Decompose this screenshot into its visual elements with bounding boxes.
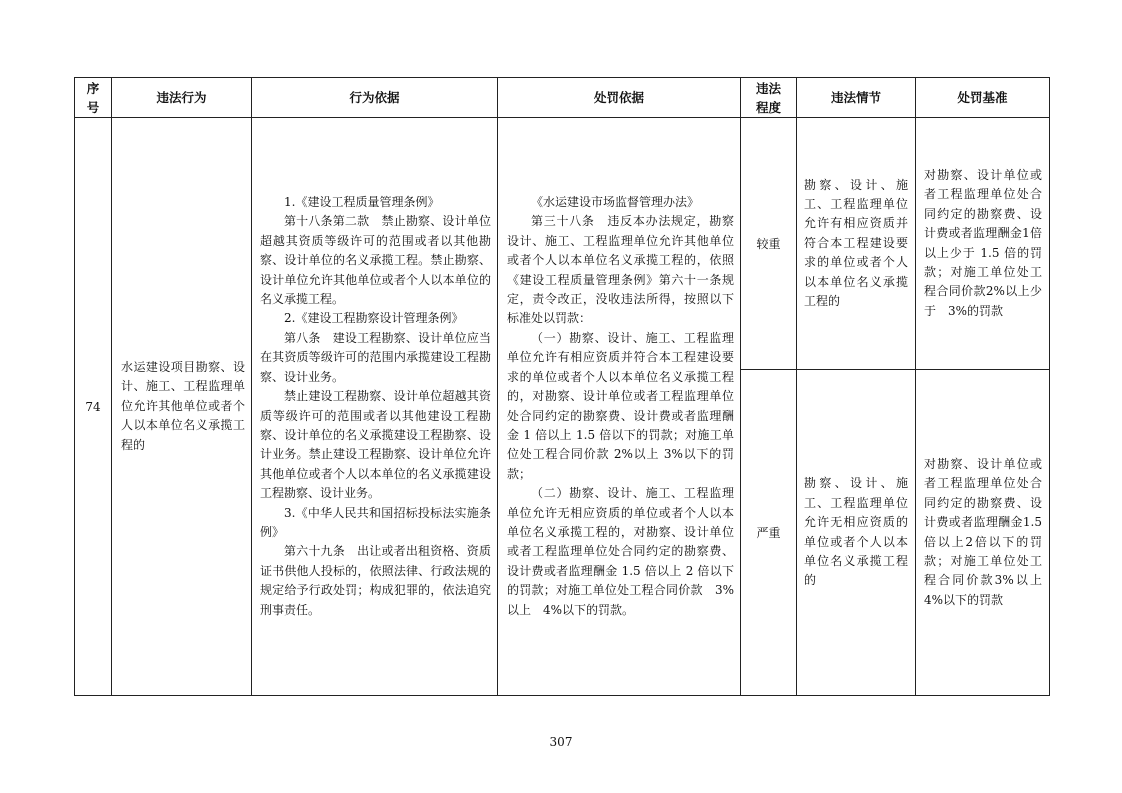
penalty-basis [498,118,741,696]
penalty-standard-table [74,77,1055,696]
header-seq: 序号 [75,78,112,118]
basis-clause: 第十八条第二款 禁止勘察、设计单位超越其资质等级许可的范围或者以其他勘察、设计单位的名义承揽工程。禁止勘察、设计单位允许其他单位或者个人以本单位的名义承揽工程。 [260,214,491,307]
basis-law-title: 2.《建设工程勘察设计管理条例》 [284,311,464,326]
violation-act: 水运建设项目勘察、设计、施工、工程监理单位允许其他单位或者个人以本单位名义承揽工程的 [112,118,252,696]
degree-serious: 较重 [741,118,797,370]
basis-law-title: 3.《中华人民共和国招标投标法实施条例》 [260,505,491,539]
page-number: 307 [549,735,573,749]
basis-clause: 禁止建设工程勘察、设计单位超越其资质等级许可的范围或者以其他建设工程勘察、设计单位的名义承揽建设工程勘察、设计业务。禁止建设工程勘察、设计单位允许其他单位或者个人以本单位的名义承揽建设工程勘察、设计业务。 [260,389,491,501]
header-row [75,78,1050,118]
header-situation: 违法情节 [797,78,916,118]
basis-law-title: 1.《建设工程质量管理条例》 [284,195,440,210]
header-penalty-basis: 处罚依据 [498,78,741,118]
header-standard: 处罚基准 [916,78,1050,118]
table-row [75,118,1050,370]
situation-severe: 勘察、设计、施工、工程监理单位允许无相应资质的单位或者个人以本单位名义承揽工程的 [797,370,916,696]
basis-clause: 第六十九条 出让或者出租资格、资质证书供他人投标的，依照法律、行政法规的规定给予行政处罚；构成犯罪的，依法追究刑事责任。 [260,544,491,617]
penalty-clause: （二）勘察、设计、施工、工程监理单位允许无相应资质的单位或者个人以本单位名义承揽工程的，对勘察、设计单位或者工程监理单位处合同约定的勘察费、设计费或者监理酬金 1.5 倍以上 2 倍以下的罚款；对施工单位处工程合同价款 3%以上 4%以下的罚款。 [507,486,734,617]
standard-serious: 对勘察、设计单位或者工程监理单位处合同约定的勘察费、设计费或者监理酬金1倍以上少于 1.5 倍的罚款；对施工单位处工程合同价款2%以上少于 3%的罚款 [916,118,1050,370]
penalty-law-title: 《水运建设市场监督管理办法》 [531,195,700,210]
legal-basis [252,118,498,696]
degree-severe: 严重 [741,370,797,696]
situation-serious: 勘察、设计、施工、工程监理单位允许有相应资质并符合本工程建设要求的单位或者个人以本单位名义承揽工程的 [797,118,916,370]
header-basis: 行为依据 [252,78,498,118]
penalty-clause: 第三十八条 违反本办法规定，勘察设计、施工、工程监理单位允许其他单位或者个人以本单位名义承揽工程的，依照《建设工程质量管理条例》第六十一条规定，责令改正，没收违法所得，按照以下标准处以罚款： [507,214,734,326]
header-act: 违法行为 [112,78,252,118]
basis-clause: 第八条 建设工程勘察、设计单位应当在其资质等级许可的范围内承揽建设工程勘察、设计业务。 [260,330,491,384]
penalty-clause: （一）勘察、设计、施工、工程监理单位允许有相应资质并符合本工程建设要求的单位或者个人以本单位名义承揽工程的，对勘察、设计单位或者工程监理单位处合同约定的勘察费、设计费或者监理酬金 1 倍以上 1.5 倍以下的罚款；对施工单位处工程合同价款 2%以上 3%以下的罚款； [507,330,734,481]
row-seq: 74 [75,118,112,696]
standard-severe: 对勘察、设计单位或者工程监理单位处合同约定的勘察费、设计费或者监理酬金1.5倍以上2倍以下的罚款；对施工单位处工程合同价款3%以上 4%以下的罚款 [916,370,1050,696]
header-degree: 违法程度 [741,78,797,118]
